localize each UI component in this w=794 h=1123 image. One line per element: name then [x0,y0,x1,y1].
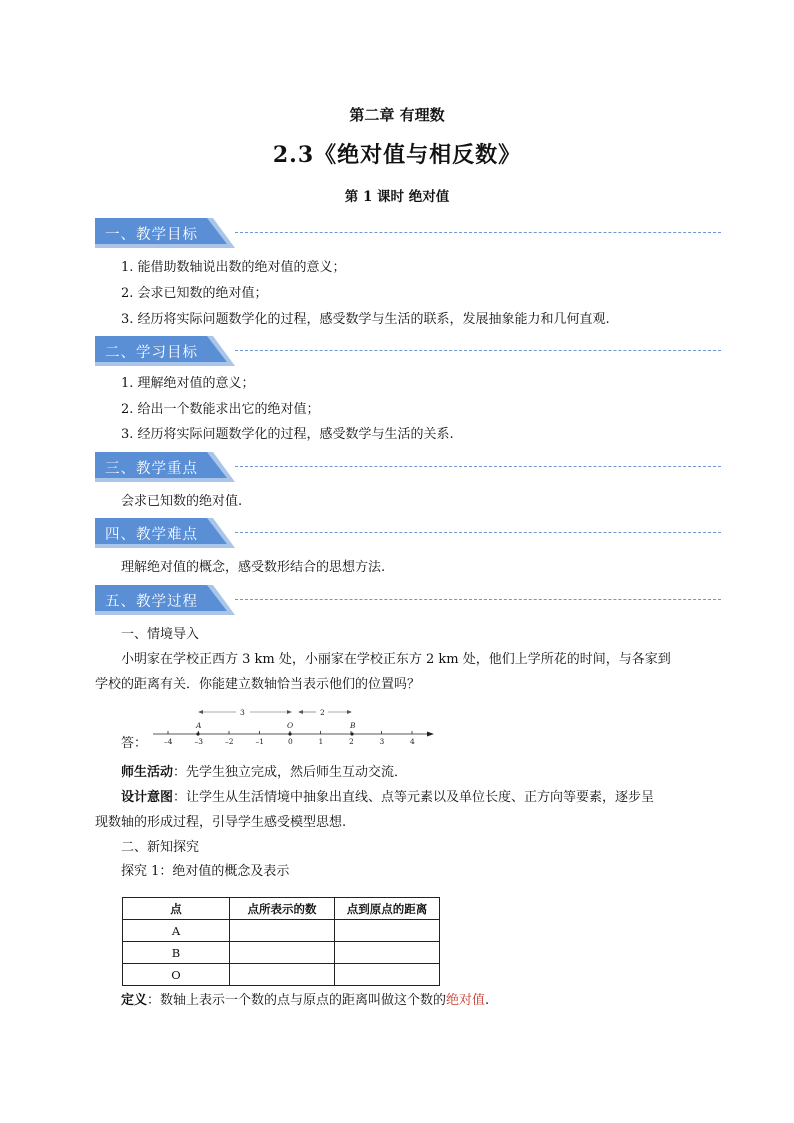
number-line-diagram [150,702,440,750]
table-header-cell: 点 [123,898,230,920]
point-label: B [350,721,356,730]
scenario-text: 小明家在学校正西方 3 km 处，小丽家在学校正东方 2 km 处，他们上学所花的时间，与各家到 [121,652,671,667]
definition-line [121,991,489,1011]
section-label: 一、教学目标 [105,227,198,243]
table-cell [230,942,335,964]
axis-arrow [427,732,434,737]
teaching-goal-item: 2. 会求已知数的绝对值； [121,286,268,301]
table-header-row [123,898,440,920]
section-teaching-goals [95,218,721,248]
table-header-cell: 点所表示的数 [230,898,335,920]
absolute-value-table [122,897,440,986]
learning-goal-item: 2. 给出一个数能求出它的绝对值； [121,402,320,417]
definition-term: 绝对值 [446,993,486,1008]
table-cell [230,964,335,986]
point-label: O [287,721,294,730]
arrow-head [287,710,292,714]
arrow-head [298,710,303,714]
learning-goal-item: 3. 经历将实际问题数学化的过程，感受数学与生活的关系. [121,427,454,442]
distance-label: 2 [320,708,325,717]
design-text-cont: 现数轴的形成过程，引导学生感受模型思想. [95,815,347,830]
section-key-point [95,452,721,482]
section-label: 二、学习目标 [105,345,198,361]
table-cell: A [123,920,230,942]
teaching-goal-item: 1. 能借助数轴说出数的绝对值的意义； [121,260,346,275]
activity-text: ：先学生独立完成，然后师生互动交流． [173,765,408,780]
table-cell [230,920,335,942]
dashed-divider [235,532,721,533]
design-text: ：让学生从生活情境中抽象出直线、点等元素以及单位长度、正方向等要素，逐步呈 [173,790,655,805]
dashed-divider [235,350,721,351]
difficulty-text: 理解绝对值的概念，感受数形结合的思想方法. [121,560,386,575]
table-cell [335,942,440,964]
design-label: 设计意图 [121,790,174,805]
learning-goal-item: 1. 理解绝对值的意义； [121,376,255,391]
intro-heading: 一、情境导入 [121,627,200,642]
axis-tick-label: –3 [194,737,204,746]
key-point-text: 会求已知数的绝对值. [121,494,243,509]
lesson-subtitle: 第 1 课时 绝对值 [344,189,450,205]
explore-title: 探究 1：绝对值的概念及表示 [121,864,290,879]
activity-line [121,763,407,783]
point-a [196,732,199,735]
scenario-text: 学校的距离有关．你能建立数轴恰当表示他们的位置吗？ [95,677,421,692]
table-cell: O [123,964,230,986]
table-row [123,920,440,942]
table-row [123,942,440,964]
table-header-cell: 点到原点的距离 [335,898,440,920]
chapter-title: 第二章 有理数 [349,106,445,124]
answer-label: 答： [121,736,148,751]
point-b [350,732,353,735]
distance-label: 3 [240,708,245,717]
axis-tick-label: 1 [318,737,324,746]
section-learning-goals [95,336,721,366]
point-o [288,732,291,735]
dashed-divider [235,232,721,233]
table-row [123,964,440,986]
teaching-goal-item: 3. 经历将实际问题数学化的过程，感受数学与生活的联系，发展抽象能力和几何直观. [121,312,610,327]
axis-tick-label: 4 [410,737,415,746]
dashed-divider [235,599,721,600]
activity-label: 师生活动 [121,765,174,780]
arrow-head [347,710,352,714]
axis-tick-label: 2 [349,737,354,746]
definition-text: ：数轴上表示一个数的点与原点的距离叫做这个数的 [147,993,447,1008]
axis-tick-label: –4 [164,737,173,746]
axis-tick-label: 0 [288,737,293,746]
definition-end: . [485,993,490,1008]
new-knowledge-heading: 二、新知探究 [121,840,200,855]
arrow-head [198,710,203,714]
section-difficulty [95,518,721,548]
table-cell [335,920,440,942]
dashed-divider [235,466,721,467]
design-line [121,788,654,808]
section-label: 三、教学重点 [105,461,198,477]
axis-tick-label: –2 [225,737,234,746]
table-cell [335,964,440,986]
axis-tick-label: 3 [379,737,385,746]
section-label: 五、教学过程 [105,594,198,610]
axis-tick-label: –1 [255,737,265,746]
section-process [95,585,721,615]
table-cell: B [123,942,230,964]
definition-label: 定义 [121,993,148,1008]
point-label: A [196,721,202,730]
lesson-main-title: 2.3《绝对值与相反数》 [272,142,522,168]
section-label: 四、教学难点 [105,527,198,543]
